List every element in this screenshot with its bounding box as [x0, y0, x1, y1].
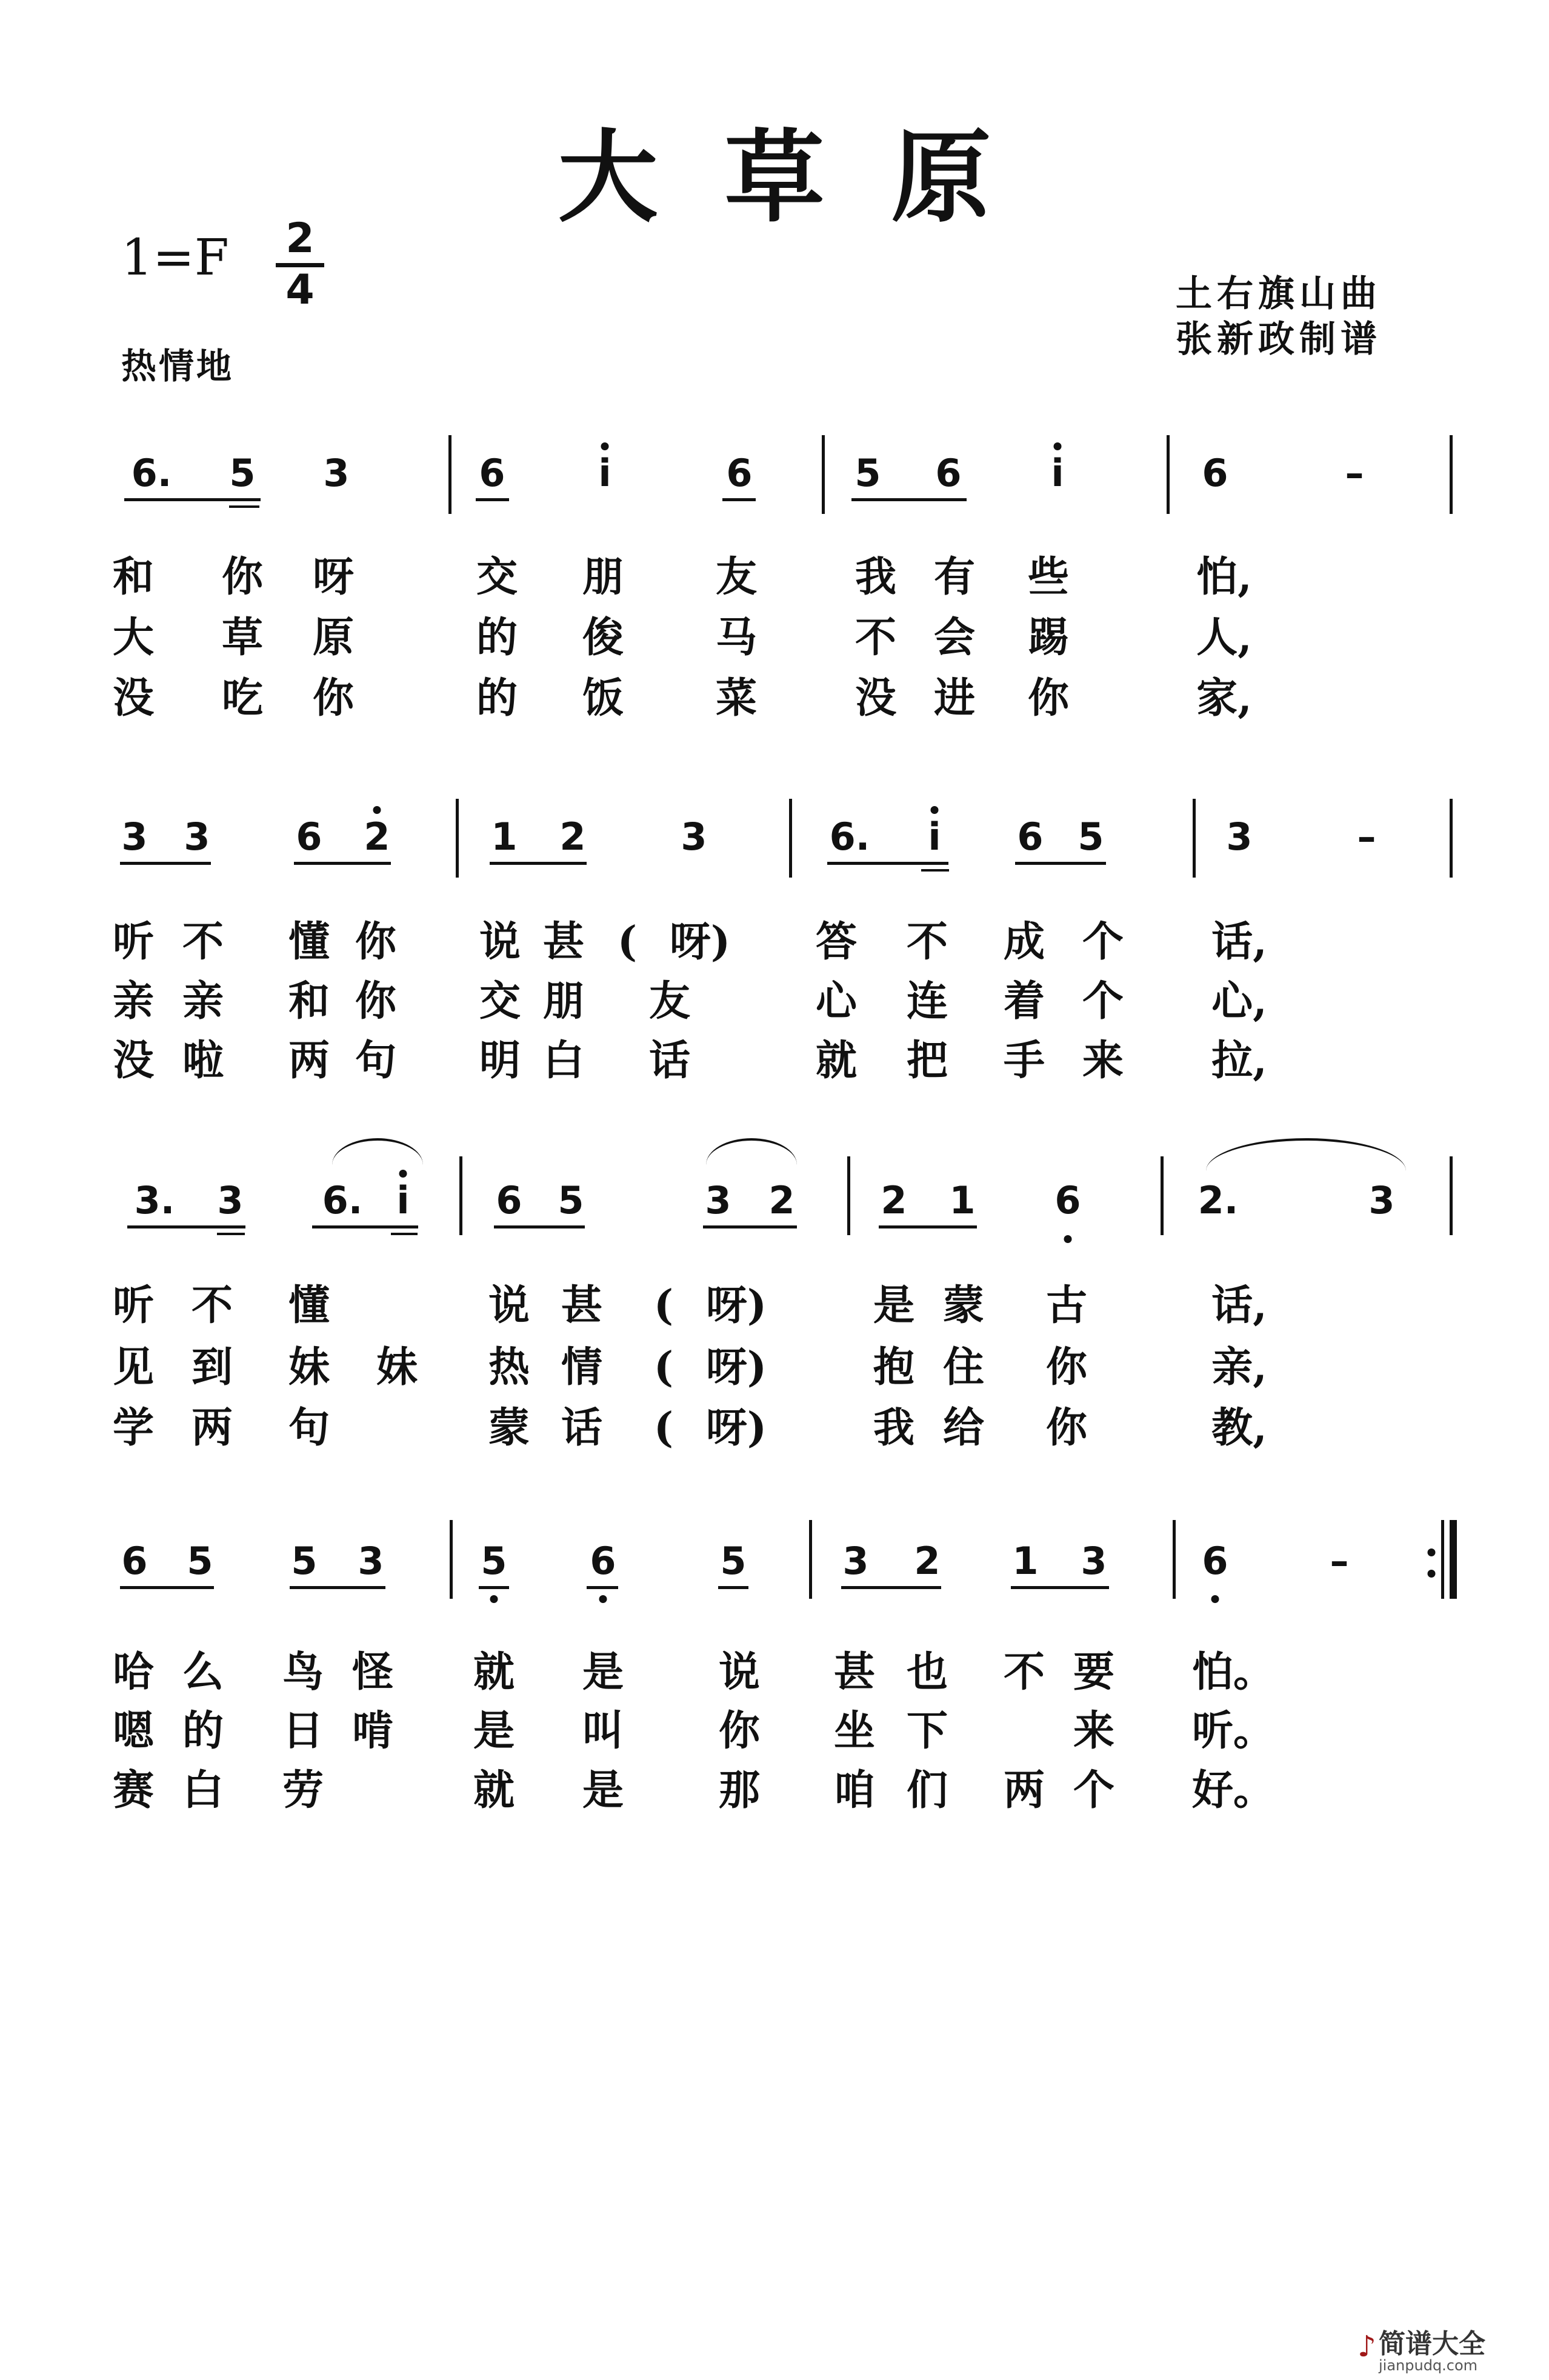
repeat-dot	[1428, 1548, 1436, 1556]
lyric-char: 明	[479, 1036, 521, 1085]
lyric-char: 个	[1073, 1766, 1115, 1815]
barline	[459, 1156, 462, 1235]
lyric-char: 到	[191, 1343, 233, 1392]
lyric-char: 个	[1082, 977, 1124, 1025]
lyric-char: 着	[1003, 977, 1045, 1025]
lyric-char: 不	[854, 613, 897, 662]
slur	[706, 1138, 797, 1165]
beam	[827, 862, 948, 865]
lyric-char: 交	[479, 977, 521, 1025]
lyric-char: 抱	[873, 1343, 915, 1392]
note: 6	[1054, 1178, 1081, 1222]
lyric-char: 也	[906, 1648, 948, 1696]
lyric-char: 亲	[112, 977, 155, 1025]
lyric-char: 我	[854, 553, 897, 601]
high-octave-dot	[931, 806, 939, 814]
lyric-char: 马	[715, 613, 758, 662]
watermark-brand: 简谱大全	[1379, 2328, 1485, 2359]
lyric-char: 甚	[833, 1648, 876, 1696]
lyric-char: 来	[1073, 1707, 1115, 1755]
barline	[448, 435, 451, 514]
beam	[841, 1586, 941, 1589]
note: 3.	[134, 1178, 175, 1222]
beam	[120, 862, 211, 865]
lyric-char: (	[653, 1404, 674, 1452]
lyric-char: 那	[718, 1766, 761, 1815]
note: 1	[491, 815, 518, 859]
lyric-char: 话	[648, 1036, 691, 1085]
beam	[312, 1225, 418, 1228]
lyric-char: 你	[1027, 674, 1070, 722]
beam	[703, 1225, 797, 1228]
lyric-char: 话,	[1211, 1281, 1267, 1330]
note: 3	[1226, 815, 1253, 859]
lyric-char: 就	[473, 1648, 515, 1696]
lyric-char: 你	[355, 918, 397, 966]
barline	[809, 1520, 812, 1599]
note: 6.	[131, 451, 172, 495]
time-denominator: 4	[285, 266, 315, 314]
note: 3	[184, 815, 210, 859]
dash: –	[1330, 1539, 1349, 1583]
note: 3	[842, 1539, 869, 1583]
lyric-char: 进	[933, 674, 976, 722]
lyric-char: 是	[473, 1707, 515, 1755]
lyric-char: 好。	[1191, 1766, 1275, 1815]
lyric-char: 心	[815, 977, 858, 1025]
beam	[127, 1225, 245, 1228]
note: 3	[323, 451, 350, 495]
lyric-char: 你	[355, 977, 397, 1025]
lyric-char: 古	[1045, 1281, 1088, 1330]
note: 6.	[829, 815, 870, 859]
beam-double	[229, 505, 259, 508]
lyric-char: 句	[355, 1036, 397, 1085]
lyric-char: 听	[112, 1281, 155, 1330]
lyric-char: 手	[1003, 1036, 1045, 1085]
barline	[1450, 1156, 1453, 1235]
lyric-char: 赛	[112, 1766, 155, 1815]
lyric-char: 学	[112, 1404, 155, 1452]
beam	[294, 862, 391, 865]
lyric-char: 两	[1003, 1766, 1045, 1815]
note: 6	[496, 1178, 522, 1222]
lyric-char: 是	[873, 1281, 915, 1330]
note: 6	[296, 815, 322, 859]
lyric-char: 些	[1027, 553, 1070, 601]
lyric-char: 心,	[1211, 977, 1267, 1025]
note: 3	[121, 815, 148, 859]
lyric-char: 呀)	[669, 918, 731, 966]
note: 5	[720, 1539, 747, 1583]
note: 6	[479, 451, 505, 495]
lyric-char: 把	[906, 1036, 948, 1085]
beam	[494, 1225, 585, 1228]
note: 3	[217, 1178, 244, 1222]
note: 6	[935, 451, 962, 495]
note: 6.	[322, 1178, 363, 1222]
lyric-char: 蒙	[488, 1404, 530, 1452]
note: 2.	[1198, 1178, 1239, 1222]
beam	[587, 1586, 618, 1589]
lyric-char: 亲,	[1211, 1343, 1267, 1392]
lyric-char: 不	[182, 918, 224, 966]
lyric-char: 妹	[376, 1343, 418, 1392]
lyric-char: 就	[815, 1036, 858, 1085]
note: 6	[590, 1539, 616, 1583]
time-signature	[276, 215, 324, 314]
note: 5	[854, 451, 881, 495]
lyric-char: 朋	[542, 977, 585, 1025]
lyric-char: 叫	[582, 1707, 624, 1755]
lyric-char: 说	[488, 1281, 530, 1330]
tempo-marking: 热情地	[121, 345, 235, 387]
note: i	[598, 451, 611, 495]
barline	[450, 1520, 453, 1599]
lyric-char: 说	[479, 918, 521, 966]
lyric-char: 鸟	[282, 1648, 324, 1696]
repeat-barline-thick	[1450, 1520, 1457, 1599]
lyric-char: 见	[112, 1343, 155, 1392]
song-title: 大草原	[558, 118, 1058, 236]
lyric-char: 你	[221, 553, 264, 601]
repeat-dot	[1428, 1570, 1436, 1578]
lyric-char: 热	[488, 1343, 530, 1392]
note: i	[396, 1178, 410, 1222]
lyric-char: 不	[191, 1281, 233, 1330]
high-octave-dot	[601, 442, 609, 450]
lyric-char: 呀)	[705, 1404, 767, 1452]
lyric-char: 亲	[182, 977, 224, 1025]
site-watermark[interactable]	[1379, 2330, 1485, 2373]
beam	[479, 1586, 509, 1589]
barline	[456, 799, 459, 878]
lyric-char: 就	[473, 1766, 515, 1815]
beam	[120, 1586, 214, 1589]
beam	[290, 1586, 385, 1589]
note: 3	[681, 815, 707, 859]
note: 6	[1202, 451, 1228, 495]
lyric-char: 呀)	[705, 1281, 767, 1330]
lyric-char: 呀)	[705, 1343, 767, 1392]
note: 6	[121, 1539, 148, 1583]
low-octave-dot	[599, 1595, 607, 1603]
repeat-barline-thin	[1441, 1520, 1444, 1599]
site-logo-icon: ♪	[1357, 2330, 1376, 2364]
lyric-char: 嗯	[112, 1707, 155, 1755]
high-octave-dot	[399, 1170, 407, 1178]
barline	[789, 799, 792, 878]
lyric-char: 我	[873, 1404, 915, 1452]
lyric-char: 个	[1082, 918, 1124, 966]
note: 5	[291, 1539, 318, 1583]
lyric-char: 甚	[542, 918, 585, 966]
high-octave-dot	[373, 806, 381, 814]
note: 6	[726, 451, 753, 495]
lyric-char: 劳	[282, 1766, 324, 1815]
note: 1	[949, 1178, 976, 1222]
lyric-char: 啃	[351, 1707, 394, 1755]
lyric-char: 白	[182, 1766, 224, 1815]
lyric-char: 情	[561, 1343, 603, 1392]
lyric-char: 怪	[351, 1648, 394, 1696]
note: 6	[1202, 1539, 1228, 1583]
lyric-char: 么	[182, 1648, 224, 1696]
lyric-char: 没	[112, 674, 155, 722]
lyric-char: 答	[815, 918, 858, 966]
key-signature: 1=F	[121, 229, 229, 287]
beam	[124, 498, 261, 501]
barline	[1450, 435, 1453, 514]
lyric-char: 友	[648, 977, 691, 1025]
lyric-char: (	[653, 1281, 674, 1330]
lyric-char: 是	[582, 1766, 624, 1815]
lyric-char: 的	[476, 613, 518, 662]
barline	[822, 435, 825, 514]
lyric-char: 啦	[182, 1036, 224, 1085]
note: 5	[187, 1539, 213, 1583]
lyric-char: 下	[906, 1707, 948, 1755]
lyric-char: 听。	[1191, 1707, 1275, 1755]
barline	[1193, 799, 1196, 878]
low-octave-dot	[1064, 1235, 1072, 1243]
note: 3	[1081, 1539, 1107, 1583]
lyric-char: 两	[191, 1404, 233, 1452]
lyric-char: 句	[288, 1404, 330, 1452]
lyric-char: 要	[1073, 1648, 1115, 1696]
note: 2	[559, 815, 586, 859]
barline	[1450, 799, 1453, 878]
beam	[1015, 862, 1106, 865]
note: 1	[1012, 1539, 1039, 1583]
lyric-char: 教,	[1211, 1404, 1267, 1452]
lyric-char: 没	[854, 674, 897, 722]
beam-double	[391, 1233, 418, 1235]
lyric-char: 连	[906, 977, 948, 1025]
beam-double	[217, 1233, 245, 1235]
note: 5	[481, 1539, 507, 1583]
beam-double	[921, 869, 949, 872]
lyric-char: 你	[1045, 1404, 1088, 1452]
beam	[1011, 1586, 1109, 1589]
arranger-credit: 张新政制谱	[1176, 318, 1382, 361]
composer-credit: 土右旗山曲	[1176, 273, 1382, 315]
lyric-char: (	[653, 1343, 674, 1392]
slur	[1206, 1138, 1406, 1171]
lyric-char: 话	[561, 1404, 603, 1452]
lyric-char: 饭	[582, 674, 624, 722]
note: 5	[558, 1178, 584, 1222]
slur	[332, 1138, 423, 1165]
lyric-char: 交	[476, 553, 518, 601]
lyric-char: 呀	[312, 553, 355, 601]
lyric-char: 听	[112, 918, 155, 966]
lyric-char: 你	[718, 1707, 761, 1755]
lyric-char: 的	[182, 1707, 224, 1755]
note: 2	[881, 1178, 907, 1222]
note: 2	[914, 1539, 941, 1583]
low-octave-dot	[1211, 1595, 1219, 1603]
lyric-char: 懂	[288, 918, 330, 966]
beam	[851, 498, 967, 501]
watermark-url: jianpudq.com	[1379, 2357, 1478, 2375]
note: 5	[229, 451, 256, 495]
note: i	[1051, 451, 1064, 495]
lyric-char: 是	[582, 1648, 624, 1696]
lyric-char: 会	[933, 613, 976, 662]
lyric-char: 白	[542, 1036, 585, 1085]
beam	[718, 1586, 748, 1589]
lyric-char: 吃	[221, 674, 264, 722]
note: 5	[1078, 815, 1104, 859]
lyric-char: 咱	[833, 1766, 876, 1815]
dash: –	[1345, 451, 1364, 495]
lyric-char: 两	[288, 1036, 330, 1085]
barline	[1161, 1156, 1164, 1235]
dash: –	[1357, 815, 1376, 859]
low-octave-dot	[490, 1595, 498, 1603]
lyric-char: 懂	[288, 1281, 330, 1330]
time-numerator: 2	[276, 218, 324, 267]
lyric-char: (	[617, 918, 638, 966]
note: 3	[358, 1539, 384, 1583]
lyric-char: 朋	[582, 553, 624, 601]
lyric-char: 们	[906, 1766, 948, 1815]
lyric-char: 和	[288, 977, 330, 1025]
note: 2	[768, 1178, 795, 1222]
lyric-char: 怕,	[1196, 553, 1252, 601]
high-octave-dot	[1054, 442, 1062, 450]
beam	[879, 1225, 977, 1228]
lyric-char: 甚	[561, 1281, 603, 1330]
barline	[847, 1156, 850, 1235]
lyric-char: 你	[1045, 1343, 1088, 1392]
lyric-char: 话,	[1211, 918, 1267, 966]
lyric-char: 没	[112, 1036, 155, 1085]
note: 3	[1368, 1178, 1395, 1222]
lyric-char: 有	[933, 553, 976, 601]
lyric-char: 日	[282, 1707, 324, 1755]
lyric-char: 踢	[1027, 613, 1070, 662]
lyric-char: 来	[1082, 1036, 1124, 1085]
lyric-char: 住	[942, 1343, 985, 1392]
lyric-char: 和	[112, 553, 155, 601]
lyric-char: 你	[312, 674, 355, 722]
lyric-char: 不	[906, 918, 948, 966]
lyric-char: 人,	[1196, 613, 1252, 662]
lyric-char: 不	[1003, 1648, 1045, 1696]
lyric-char: 家,	[1196, 674, 1252, 722]
lyric-char: 妹	[288, 1343, 330, 1392]
barline	[1167, 435, 1170, 514]
lyric-char: 大	[112, 613, 155, 662]
beam	[722, 498, 756, 501]
lyric-char: 给	[942, 1404, 985, 1452]
barline	[1173, 1520, 1176, 1599]
lyric-char: 坐	[833, 1707, 876, 1755]
lyric-char: 说	[718, 1648, 761, 1696]
lyric-char: 的	[476, 674, 518, 722]
note: 3	[705, 1178, 731, 1222]
note: 2	[364, 815, 390, 859]
lyric-char: 拉,	[1211, 1036, 1267, 1085]
lyric-char: 成	[1003, 918, 1045, 966]
lyric-char: 怕。	[1191, 1648, 1275, 1696]
note: 6	[1017, 815, 1044, 859]
lyric-char: 蒙	[942, 1281, 985, 1330]
note: i	[928, 815, 941, 859]
lyric-char: 哈	[112, 1648, 155, 1696]
lyric-char: 菜	[715, 674, 758, 722]
lyric-char: 俊	[582, 613, 624, 662]
beam	[476, 498, 509, 501]
lyric-char: 草	[221, 613, 264, 662]
beam	[490, 862, 587, 865]
lyric-char: 友	[715, 553, 758, 601]
lyric-char: 原	[312, 613, 355, 662]
